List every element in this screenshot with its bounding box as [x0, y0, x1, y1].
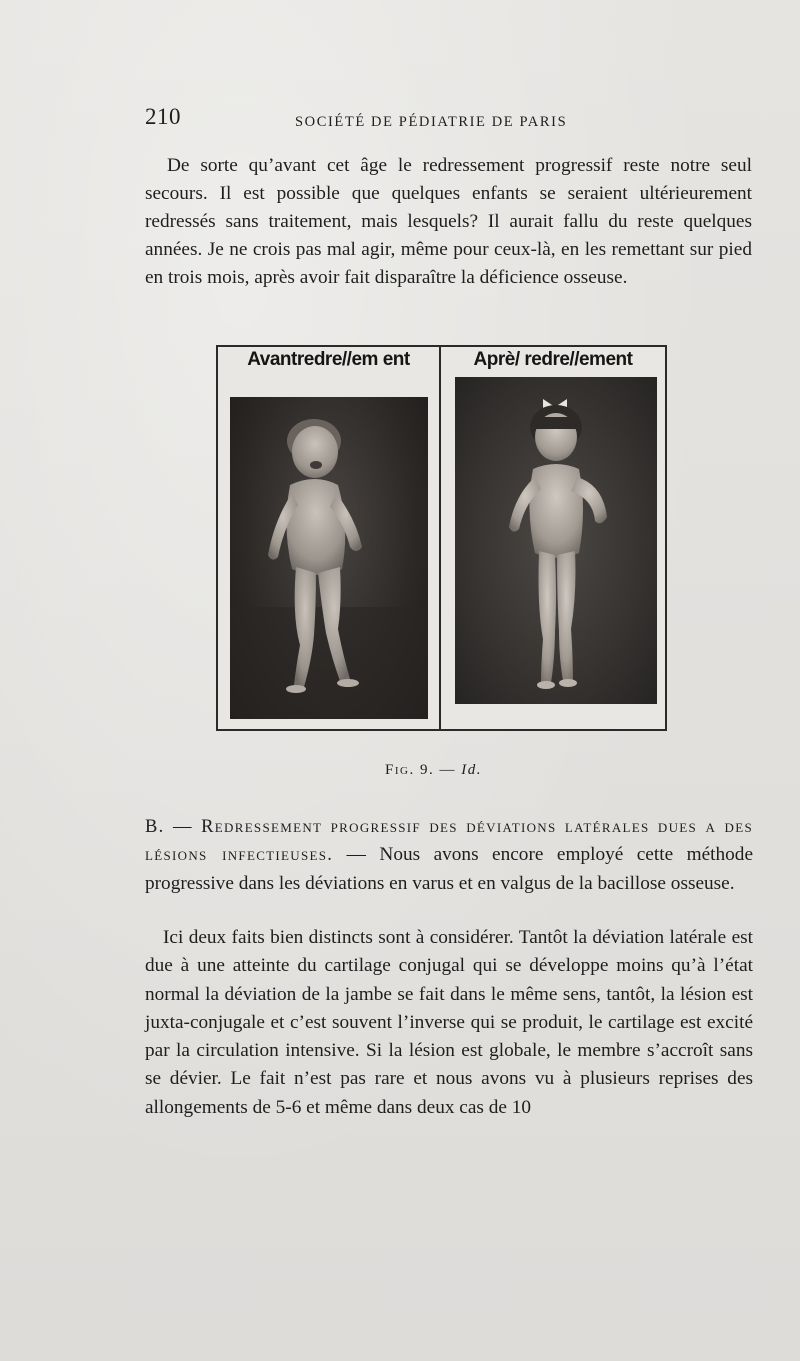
caption-id: Id. — [461, 762, 482, 778]
paragraph-two-facts: Ici deux faits bien distincts sont à considérer. Tantôt la déviation latérale est due à une atteinte du cartilage conjugal qui se développe moins qu’à l’état normal la déviation de la jambe se fait dans le même sens, tantôt, la lésion est juxta-conjugale et c’est souvent l’inverse qui se produit, le cartilage est excité par la circulation intensive. Si la lésion est globale, le membre s’accroît sans se dévier. Le fait n’est pas rare et nous avons vu à plusieurs reprises des allongements de 5-6 et même dans deux cas de 10 — [145, 927, 753, 1118]
running-head: SOCIÉTÉ DE PÉDIATRIE DE PARIS — [295, 114, 568, 130]
caption-dash: — — [434, 762, 462, 778]
photo-child-before — [230, 397, 428, 719]
figure-panel-before — [218, 347, 441, 729]
photo-label-after: Aprè/ redre//ement — [473, 349, 633, 370]
figure-9 — [216, 345, 667, 731]
figure-panel-after — [441, 347, 665, 729]
section-b-text: Nous avons encore employé cette méthode progressive dans les déviations en varus et en valgus de la bacillose osseuse. — [145, 844, 753, 894]
section-b-separator: — — [333, 844, 380, 866]
photo-label-before: Avantredre//em ent — [247, 349, 410, 370]
child-after-illustration — [455, 377, 657, 704]
section-b-heading: B. — Redressement progressif des déviations latérales dues a des lésions infectieuses. — [145, 817, 753, 866]
section-b — [145, 813, 753, 898]
page-header — [145, 104, 750, 138]
child-before-illustration — [230, 397, 428, 719]
page-number: 210 — [145, 104, 181, 129]
paragraph-intro: De sorte qu’avant cet âge le redressement progressif reste notre seul secours. Il est possible que quelques enfants se seraient ultérieurement redressés sans traitement, mais lesquels? Il aurait fallu du reste quelques années. Je ne crois pas mal agir, même pour ceux-là, en les remettant sur pied en trois mois, après avoir fait disparaître la déficience osseuse. — [145, 155, 752, 288]
figure-caption — [385, 762, 482, 779]
photo-child-after — [455, 377, 657, 704]
caption-figure-number: Fig. 9. — [385, 762, 435, 778]
